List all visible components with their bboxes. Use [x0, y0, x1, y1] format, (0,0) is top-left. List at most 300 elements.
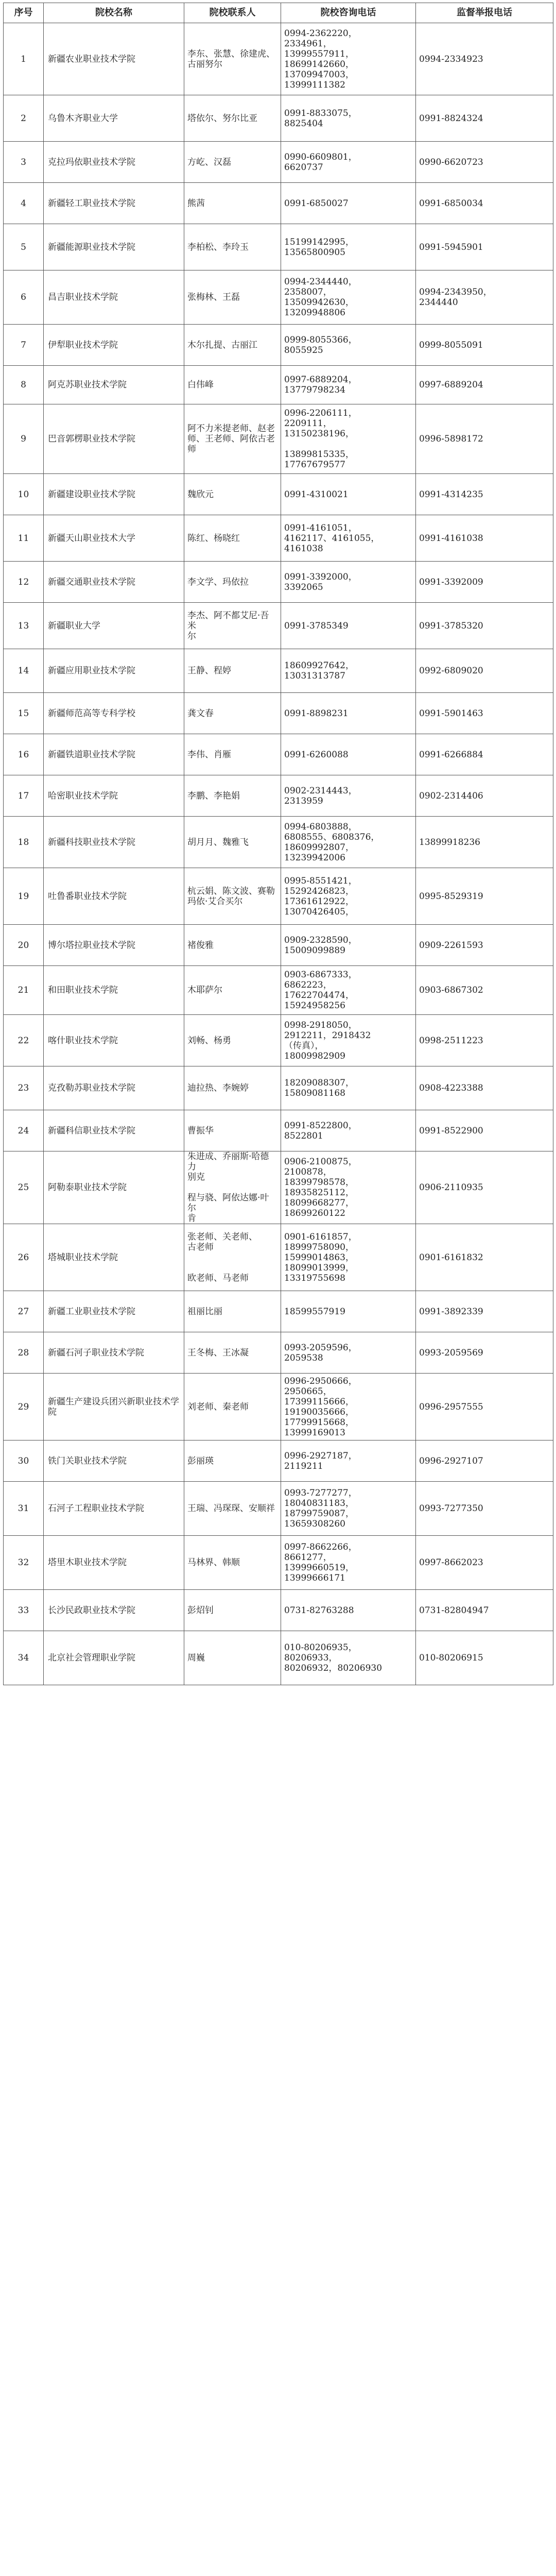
cell-line: 13509942630， — [284, 297, 354, 308]
contact-person — [184, 1374, 281, 1440]
consult-phone — [281, 693, 416, 734]
report-phone — [416, 734, 553, 775]
cell-line: 0999-8055366， — [284, 334, 357, 345]
cell-line: 0991-4310021 — [284, 489, 349, 500]
row-number: 11 — [4, 515, 44, 562]
report-phone — [416, 1015, 553, 1066]
cell-line: 杭云娟、陈文波、赛勒 — [187, 886, 275, 896]
consult-phone — [281, 1482, 416, 1536]
cell-line: 阿不力米提老师、赵老 — [187, 423, 275, 434]
row-number: 8 — [4, 366, 44, 404]
cell-line: 0908-4223388 — [419, 1083, 483, 1093]
consult-phone — [281, 95, 416, 142]
table-row — [4, 775, 553, 817]
contact-person — [184, 603, 281, 649]
contact-person — [184, 366, 281, 404]
cell-line: 0991-8898231 — [284, 708, 349, 719]
cell-line: 2119211 — [284, 1461, 323, 1471]
college-name: 新疆交通职业技术学院 — [44, 562, 184, 603]
cell-line: 6620737 — [284, 162, 323, 173]
cell-line: 0902-2314406 — [419, 790, 483, 801]
cell-line: 0996-2927107 — [419, 1455, 483, 1466]
consult-phone — [281, 366, 416, 404]
consult-phone — [281, 868, 416, 925]
cell-line: 刘老师、秦老师 — [187, 1401, 249, 1412]
row-number: 30 — [4, 1440, 44, 1482]
cell-line: 0994-2362220， — [284, 28, 357, 39]
table-row — [4, 1374, 553, 1440]
cell-line: 0993-2059569 — [419, 1347, 483, 1358]
cell-line: 0994-6803888， — [284, 821, 357, 832]
report-phone — [416, 1482, 553, 1536]
cell-line: 80206932，80206930 — [284, 1663, 383, 1673]
consult-phone — [281, 1110, 416, 1151]
table-row — [4, 562, 553, 603]
cell-line: 0994-2343950， — [419, 287, 492, 297]
college-name: 新疆农业职业技术学院 — [44, 23, 184, 95]
cell-line: 2344440 — [419, 297, 458, 308]
report-phone — [416, 183, 553, 224]
college-name: 吐鲁番职业技术学院 — [44, 868, 184, 925]
cell-line: 2950665， — [284, 1386, 332, 1397]
report-phone — [416, 23, 553, 95]
table-header-row — [4, 3, 553, 23]
row-number: 34 — [4, 1631, 44, 1685]
table-row — [4, 270, 553, 325]
cell-line — [284, 439, 412, 449]
college-name: 哈密职业技术学院 — [44, 775, 184, 817]
consult-phone — [281, 1631, 416, 1685]
contact-person — [184, 693, 281, 734]
college-name: 新疆应用职业技术学院 — [44, 649, 184, 693]
cell-line: 0991-8824324 — [419, 113, 483, 124]
contact-person — [184, 734, 281, 775]
cell-line: 0993-2059596， — [284, 1342, 357, 1353]
cell-line: 2358007， — [284, 287, 332, 297]
cell-line: 13999169013 — [284, 1427, 345, 1438]
contact-person — [184, 95, 281, 142]
report-phone — [416, 1374, 553, 1440]
cell-line: 0909-2328590， — [284, 935, 357, 945]
report-phone — [416, 603, 553, 649]
row-number: 2 — [4, 95, 44, 142]
table-body — [4, 23, 553, 1685]
cell-line: 6808555、6808376， — [284, 832, 380, 842]
row-number: 16 — [4, 734, 44, 775]
cell-line: 0997-8662023 — [419, 1557, 483, 1568]
cell-line: 15809081168 — [284, 1088, 345, 1098]
cell-line: 木耶萨尔 — [187, 985, 222, 995]
table-row — [4, 925, 553, 966]
table-row — [4, 734, 553, 775]
cell-line: 0993-7277350 — [419, 1503, 483, 1514]
table-row — [4, 1631, 553, 1685]
consult-phone — [281, 734, 416, 775]
table-row — [4, 1151, 553, 1224]
cell-line: 18609992807， — [284, 842, 354, 853]
contact-person — [184, 1110, 281, 1151]
contact-person — [184, 1536, 281, 1590]
report-phone — [416, 693, 553, 734]
cell-line: 0994-2334923 — [419, 54, 483, 64]
contact-person — [184, 224, 281, 270]
table-row — [4, 693, 553, 734]
cell-line: 王瑞、冯琛琛、安顺祥 — [187, 1503, 275, 1514]
cell-line: 0995-8529319 — [419, 891, 483, 902]
cell-line: 6862223， — [284, 980, 332, 990]
cell-line: 0991-5945901 — [419, 242, 483, 252]
contact-person — [184, 325, 281, 366]
cell-line: 朱进成、乔丽斯·哈德力 — [187, 1151, 269, 1172]
cell-line: 褚俊雅 — [187, 940, 214, 951]
cell-line — [187, 1263, 277, 1273]
cell-line: 8055925 — [284, 345, 323, 355]
table-row — [4, 603, 553, 649]
cell-line: 18099013999， — [284, 1262, 354, 1273]
report-phone — [416, 649, 553, 693]
table-row — [4, 142, 553, 183]
cell-line: 0991-8522900 — [419, 1125, 483, 1136]
cell-line: 0999-8055091 — [419, 340, 483, 350]
cell-line: （传真）， — [284, 1040, 324, 1051]
cell-line: 19190035666， — [284, 1406, 354, 1417]
cell-line: 18009982909 — [284, 1050, 345, 1061]
cell-line: 周巍 — [187, 1653, 205, 1663]
cell-line: 2313959 — [284, 795, 323, 806]
report-phone — [416, 142, 553, 183]
consult-phone — [281, 1590, 416, 1631]
report-phone — [416, 515, 553, 562]
contact-person — [184, 1066, 281, 1110]
college-name: 乌鲁木齐职业大学 — [44, 95, 184, 142]
table-row — [4, 1332, 553, 1374]
college-contact-table — [3, 3, 553, 1685]
cell-line: 0991-8522800， — [284, 1120, 357, 1131]
table-row — [4, 183, 553, 224]
cell-line: 0997-6889204 — [419, 380, 483, 390]
college-name: 长沙民政职业技术学院 — [44, 1590, 184, 1631]
report-phone — [416, 366, 553, 404]
cell-line: 塔依尔、努尔比亚 — [187, 113, 257, 124]
cell-line: 18599557919 — [284, 1306, 345, 1317]
row-number: 29 — [4, 1374, 44, 1440]
cell-line: 17799915668， — [284, 1417, 354, 1428]
row-number: 31 — [4, 1482, 44, 1536]
cell-line: 15999014863， — [284, 1252, 354, 1263]
cell-line: 0991-3392000， — [284, 571, 357, 582]
row-number: 23 — [4, 1066, 44, 1110]
cell-line: 魏欣元 — [187, 489, 214, 500]
cell-line: 张梅林、王磊 — [187, 292, 240, 302]
contact-person — [184, 817, 281, 868]
contact-person — [184, 649, 281, 693]
cell-line: 曹振华 — [187, 1125, 214, 1136]
college-name: 新疆科信职业技术学院 — [44, 1110, 184, 1151]
cell-line: 0991-3392009 — [419, 577, 483, 587]
contact-person — [184, 404, 281, 474]
table-row — [4, 95, 553, 142]
college-name: 新疆建设职业技术学院 — [44, 474, 184, 515]
college-name: 和田职业技术学院 — [44, 966, 184, 1015]
cell-line: 010-80206935， — [284, 1642, 357, 1653]
consult-phone — [281, 966, 416, 1015]
cell-line: 13779798234 — [284, 385, 345, 395]
college-name: 新疆工业职业技术学院 — [44, 1291, 184, 1332]
contact-person — [184, 1291, 281, 1332]
row-number: 6 — [4, 270, 44, 325]
report-phone — [416, 270, 553, 325]
table-row — [4, 474, 553, 515]
table-row — [4, 1291, 553, 1332]
row-number: 32 — [4, 1536, 44, 1590]
row-number: 12 — [4, 562, 44, 603]
cell-line: 彭炤钊 — [187, 1605, 214, 1616]
header-consult-phone: 院校咨询电话 — [281, 3, 416, 23]
cell-line: 4161038 — [284, 543, 323, 554]
cell-line: 18799759087， — [284, 1509, 354, 1519]
table-row — [4, 1482, 553, 1536]
report-phone — [416, 224, 553, 270]
row-number: 20 — [4, 925, 44, 966]
cell-line: 2912211，2918432 — [284, 1030, 371, 1041]
row-number: 19 — [4, 868, 44, 925]
report-phone — [416, 775, 553, 817]
contact-person — [184, 142, 281, 183]
cell-line: 0996-2957555 — [419, 1401, 483, 1412]
cell-line: 13999660519， — [284, 1563, 354, 1573]
cell-line: 0991-6850027 — [284, 198, 349, 209]
college-name: 塔城职业技术学院 — [44, 1224, 184, 1291]
cell-line: 张老师、关老师、 — [187, 1231, 257, 1242]
report-phone — [416, 404, 553, 474]
cell-line: 18099668277， — [284, 1198, 354, 1208]
cell-line: 祖丽比丽 — [187, 1306, 222, 1317]
cell-line: 别克 — [187, 1172, 205, 1182]
cell-line: 0903-6867333， — [284, 970, 357, 980]
row-number: 13 — [4, 603, 44, 649]
college-name: 新疆科技职业技术学院 — [44, 817, 184, 868]
cell-line: 0991-4161051， — [284, 522, 357, 533]
cell-line: 18040831183， — [284, 1498, 354, 1509]
report-phone — [416, 1110, 553, 1151]
cell-line: 迪拉热、李婉婷 — [187, 1083, 249, 1093]
table-row — [4, 1015, 553, 1066]
cell-line: 13999557911， — [284, 48, 354, 59]
cell-line: 欧老师、马老师 — [187, 1273, 249, 1283]
cell-line: 13070426405， — [284, 906, 354, 917]
consult-phone — [281, 1536, 416, 1590]
cell-line: 肯 — [187, 1213, 196, 1224]
consult-phone — [281, 1332, 416, 1374]
row-number: 21 — [4, 966, 44, 1015]
cell-line: 师 — [187, 444, 196, 454]
cell-line: 13899918236 — [419, 837, 480, 848]
row-number: 24 — [4, 1110, 44, 1151]
contact-person — [184, 1631, 281, 1685]
cell-line: 0991-5901463 — [419, 708, 483, 719]
consult-phone — [281, 474, 416, 515]
cell-line: 0990-6620723 — [419, 157, 483, 167]
report-phone — [416, 817, 553, 868]
cell-line: 13319755698 — [284, 1273, 345, 1283]
contact-person — [184, 1015, 281, 1066]
row-number: 28 — [4, 1332, 44, 1374]
table-row — [4, 1440, 553, 1482]
cell-line: 王静、程婷 — [187, 666, 231, 676]
college-name: 石河子工程职业技术学院 — [44, 1482, 184, 1536]
row-number: 5 — [4, 224, 44, 270]
cell-line: 13031313787 — [284, 671, 345, 681]
college-name: 新疆职业大学 — [44, 603, 184, 649]
report-phone — [416, 474, 553, 515]
cell-line: 18699260122 — [284, 1208, 345, 1218]
report-phone — [416, 1332, 553, 1374]
cell-line: 熊茜 — [187, 198, 205, 209]
table-row — [4, 325, 553, 366]
college-name: 新疆师范高等专科学校 — [44, 693, 184, 734]
table-row — [4, 649, 553, 693]
table-row — [4, 23, 553, 95]
row-number: 15 — [4, 693, 44, 734]
cell-line: 0996-2950666， — [284, 1376, 357, 1386]
contact-person — [184, 1224, 281, 1291]
report-phone — [416, 1590, 553, 1631]
table-row — [4, 868, 553, 925]
table-row — [4, 1224, 553, 1291]
report-phone — [416, 1066, 553, 1110]
consult-phone — [281, 1151, 416, 1224]
cell-line: 2100878， — [284, 1167, 332, 1177]
college-name: 阿克苏职业技术学院 — [44, 366, 184, 404]
row-number: 3 — [4, 142, 44, 183]
report-phone — [416, 325, 553, 366]
cell-line: 13999666171 — [284, 1573, 345, 1583]
cell-line: 18399798578， — [284, 1177, 354, 1188]
report-phone — [416, 1536, 553, 1590]
contact-person — [184, 1151, 281, 1224]
college-name: 克孜勒苏职业技术学院 — [44, 1066, 184, 1110]
row-number: 33 — [4, 1590, 44, 1631]
consult-phone — [281, 1291, 416, 1332]
cell-line: 18609927642， — [284, 660, 354, 671]
cell-line: 17399115666， — [284, 1396, 354, 1407]
college-name: 巴音郭楞职业技术学院 — [44, 404, 184, 474]
consult-phone — [281, 775, 416, 817]
cell-line: 13659308260 — [284, 1519, 345, 1529]
cell-line: 0909-2261593 — [419, 940, 483, 951]
report-phone — [416, 1440, 553, 1482]
consult-phone — [281, 603, 416, 649]
consult-phone — [281, 925, 416, 966]
header-college-name: 院校名称 — [44, 3, 184, 23]
table-row — [4, 366, 553, 404]
college-name: 北京社会管理职业学院 — [44, 1631, 184, 1685]
cell-line: 0990-6609801， — [284, 151, 357, 162]
cell-line: 0991-3785349 — [284, 620, 349, 631]
cell-line: 古丽努尔 — [187, 59, 222, 70]
cell-line: 程与骁、阿依达娜·叶尔 — [187, 1193, 269, 1213]
row-number: 7 — [4, 325, 44, 366]
table-row — [4, 817, 553, 868]
cell-line: 木尔扎提、古丽江 — [187, 340, 257, 350]
consult-phone — [281, 1440, 416, 1482]
report-phone — [416, 868, 553, 925]
contact-person — [184, 868, 281, 925]
row-number: 1 — [4, 23, 44, 95]
cell-line: 13709947003， — [284, 69, 354, 80]
consult-phone — [281, 1015, 416, 1066]
contact-person — [184, 474, 281, 515]
header-report-phone: 监督举报电话 — [416, 3, 553, 23]
row-number: 4 — [4, 183, 44, 224]
college-name: 新疆天山职业技术大学 — [44, 515, 184, 562]
table-row — [4, 1536, 553, 1590]
row-number: 14 — [4, 649, 44, 693]
consult-phone — [281, 224, 416, 270]
cell-line: 13209948806 — [284, 308, 345, 318]
table-row — [4, 1066, 553, 1110]
cell-line: 0998-2511223 — [419, 1035, 483, 1046]
consult-phone — [281, 1066, 416, 1110]
contact-person — [184, 1332, 281, 1374]
cell-line: 4162117、4161055， — [284, 533, 380, 544]
cell-line: 0906-2100875， — [284, 1157, 357, 1167]
row-number: 17 — [4, 775, 44, 817]
contact-person — [184, 515, 281, 562]
cell-line: 0901-6161857， — [284, 1231, 357, 1242]
consult-phone — [281, 562, 416, 603]
college-name: 塔里木职业技术学院 — [44, 1536, 184, 1590]
college-name: 阿勒泰职业技术学院 — [44, 1151, 184, 1224]
table-row — [4, 966, 553, 1015]
report-phone — [416, 95, 553, 142]
cell-line: 0903-6867302 — [419, 985, 483, 995]
report-phone — [416, 1631, 553, 1685]
cell-line: 李东、张慧、徐建虎、 — [187, 48, 275, 59]
cell-line: 古老师 — [187, 1242, 214, 1252]
header-contact-person: 院校联系人 — [184, 3, 281, 23]
cell-line: 0991-3892339 — [419, 1306, 483, 1317]
header-no: 序号 — [4, 3, 44, 23]
cell-line: 13999111382 — [284, 79, 345, 90]
cell-line: 15009099889 — [284, 945, 345, 956]
cell-line: 李柏松、李玲玉 — [187, 242, 249, 252]
college-name: 克拉玛依职业技术学院 — [44, 142, 184, 183]
cell-line: 18699142660， — [284, 59, 354, 70]
contact-person — [184, 23, 281, 95]
row-number: 22 — [4, 1015, 44, 1066]
consult-phone — [281, 817, 416, 868]
table-row — [4, 224, 553, 270]
cell-line: 李文学、玛依拉 — [187, 577, 249, 587]
consult-phone — [281, 1374, 416, 1440]
cell-line: 0902-2314443， — [284, 785, 357, 796]
college-name: 新疆生产建设兵团兴新职业技术学院 — [44, 1374, 184, 1440]
consult-phone — [281, 1224, 416, 1291]
cell-line: 0906-2110935 — [419, 1182, 483, 1193]
cell-line: 0996-5898172 — [419, 434, 483, 444]
contact-person — [184, 1482, 281, 1536]
cell-line: 马林界、韩顺 — [187, 1557, 240, 1568]
cell-line: 17361612922， — [284, 896, 354, 907]
cell-line: 18935825112， — [284, 1188, 354, 1198]
contact-person — [184, 562, 281, 603]
cell-line: 0731-82804947 — [419, 1605, 489, 1616]
cell-line: 13565800905 — [284, 247, 345, 258]
cell-line: 胡月月、魏雅飞 — [187, 837, 249, 848]
consult-phone — [281, 325, 416, 366]
cell-line: 师、王老师、阿依古老 — [187, 434, 275, 444]
